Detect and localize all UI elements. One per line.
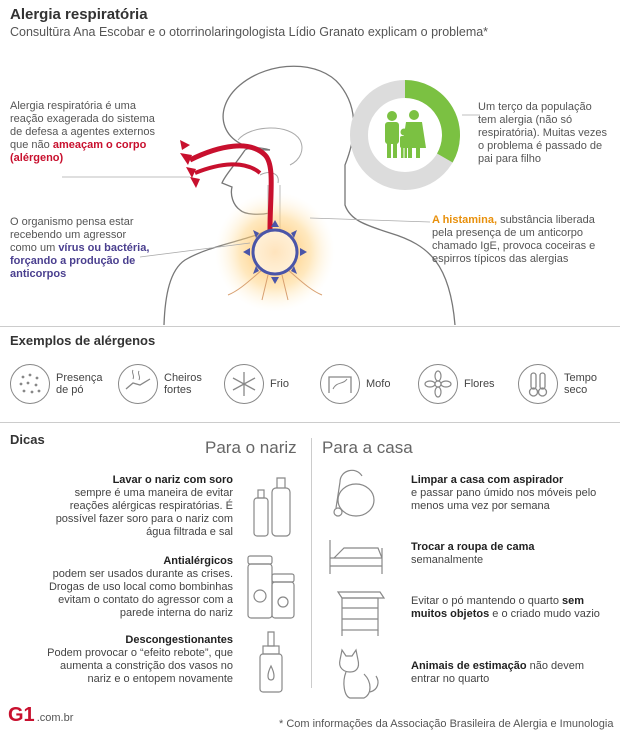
flower-icon xyxy=(418,364,458,404)
allergen-item-cold: Frio xyxy=(224,364,289,404)
intro-one-third-stat: Um terço da população tem alergia (não só respiratória). Muitas vezes o problema é passado de pai para filho xyxy=(478,101,607,165)
snowflake-icon xyxy=(224,364,264,404)
smell-icon xyxy=(118,364,158,404)
tips-nose-heading: Para o nariz xyxy=(205,438,297,457)
vacuum-cleaner-icon xyxy=(326,462,386,522)
divider-middle xyxy=(0,422,620,423)
saline-bottles-icon xyxy=(248,470,298,540)
medicine-jars-icon xyxy=(242,550,300,622)
one-third-donut xyxy=(348,78,462,192)
allergen-item-dust: Presença de pó xyxy=(10,364,102,404)
source-note: * Com informações da Associação Brasileira de Alergia e Imunologia xyxy=(279,718,614,730)
allergen-item-smell: Cheiros fortes xyxy=(118,364,202,404)
tips-divider xyxy=(311,438,312,688)
tips-heading: Dicas xyxy=(10,432,45,447)
family-icon xyxy=(385,110,426,158)
tip-home-bedding: Trocar a roupa de cama semanalmente xyxy=(411,541,535,566)
page-title: Alergia respiratória xyxy=(10,6,148,23)
page-subtitle: Consultūra Ana Escobar e o otorrinolaringologista Lídio Granato explicam o problema* xyxy=(10,25,489,39)
cat-icon xyxy=(332,646,382,702)
intro-histamine: A histamina, substância liberada pela presença de um anticorpo chamado IgE, provoca coceiras e espirros típicos das alergias xyxy=(432,214,596,265)
tip-nose-decongestant: Descongestionantes Podem provocar o “efeito rebote”, que aumenta a constrição dos vasos no nariz e o entopem novamente xyxy=(47,634,233,685)
brand-logo: G1 .com.br xyxy=(8,704,74,726)
tips-home-heading: Para a casa xyxy=(322,438,413,457)
allergen-item-mold: Mofo xyxy=(320,364,390,404)
intro-allergy-definition: Alergia respiratória é uma reação exagerada do sistema de defesa a agentes externos que não ameaçam o corpo (alérgeno) xyxy=(10,100,155,164)
nightstand-icon xyxy=(332,584,388,638)
allergen-item-flowers: Flores xyxy=(418,364,495,404)
tip-home-pets: Animais de estimação não devem entrar no quarto xyxy=(411,660,585,685)
tip-home-vacuum: Limpar a casa com aspirador e passar pano úmido nos móveis pelo menos uma vez por semana xyxy=(411,474,597,512)
intro-organism-reaction: O organismo pensa estar recebendo um agressor como um vírus ou bactéria, forçando a produção de anticorpos xyxy=(10,216,150,280)
mold-icon xyxy=(320,364,360,404)
bed-icon xyxy=(326,530,386,580)
dust-icon xyxy=(10,364,50,404)
divider-top xyxy=(0,326,620,327)
allergens-heading: Exemplos de alérgenos xyxy=(10,333,156,348)
allergen-item-dry-weather: Tempo seco xyxy=(518,364,597,404)
tip-home-dust: Evitar o pó mantendo o quarto sem muitos objetos e o criado mudo vazio xyxy=(411,595,600,620)
tip-nose-saline: Lavar o nariz com soro sempre é uma maneira de evitar reações alérgicas respiratórias. É possível fazer soro para o nariz com água filtrada e sal xyxy=(55,474,233,538)
thermometer-icon xyxy=(518,364,558,404)
nasal-spray-icon xyxy=(254,630,288,696)
tip-nose-antiallergic: Antialérgicos podem ser usados durante as crises. Drogas de uso local como bombinhas evitam o contato do agressor com a parede interna do nariz xyxy=(48,555,233,619)
